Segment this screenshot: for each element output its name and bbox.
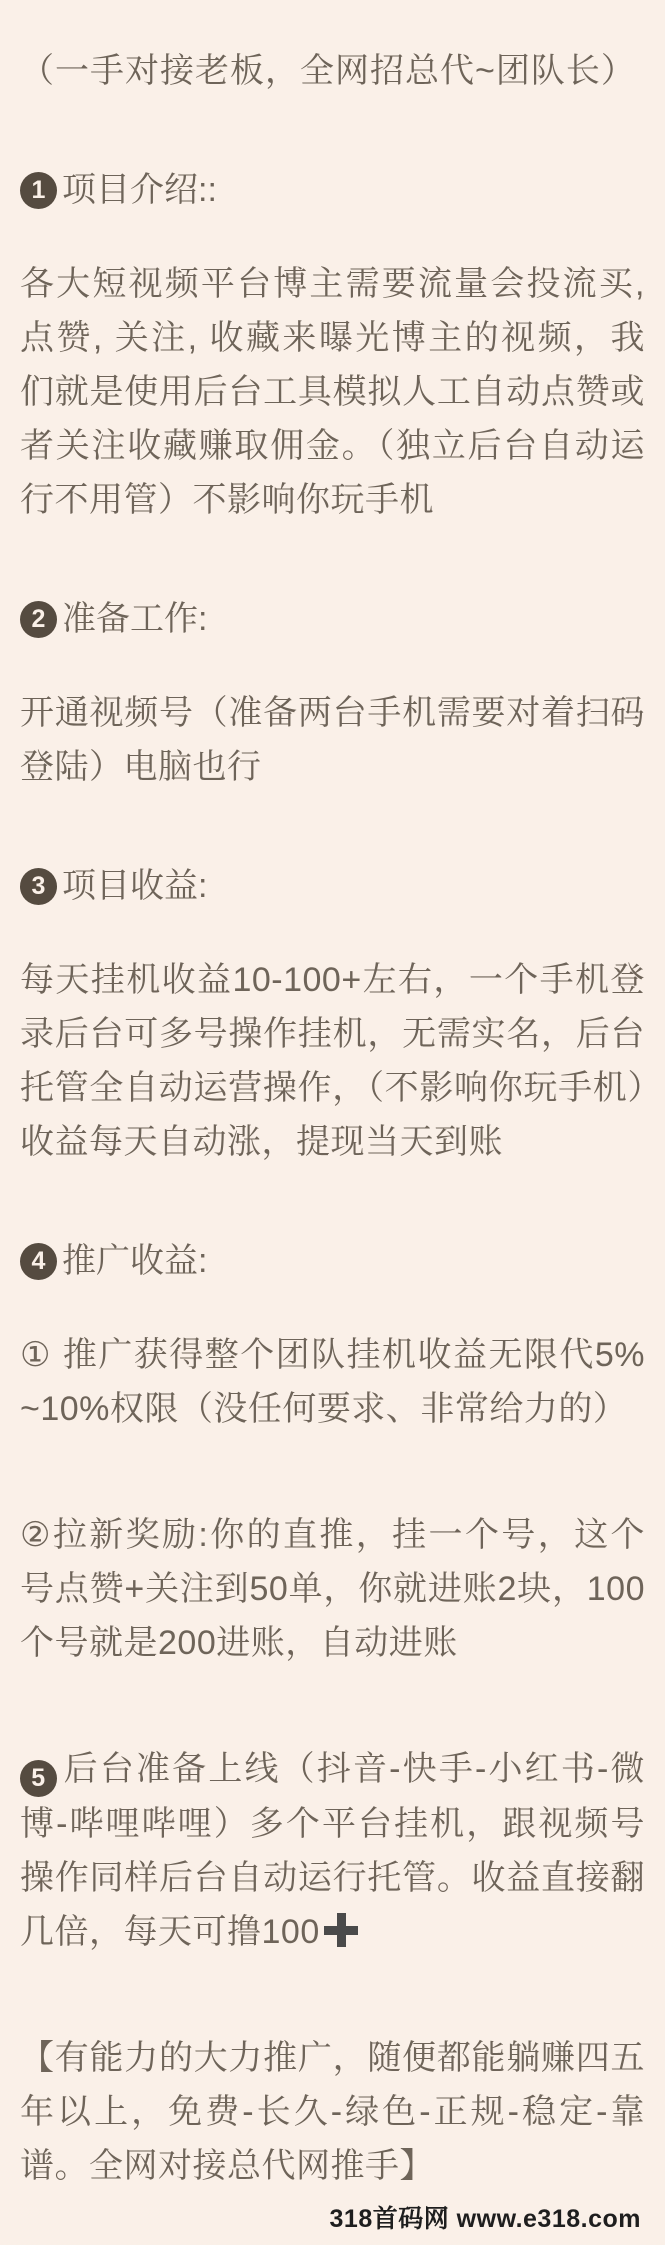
watermark: 318首码网 www.e318.com <box>329 2204 641 2233</box>
section-4-heading <box>20 1241 645 1281</box>
section-4-title: 推广收益: <box>62 1242 208 1280</box>
section-1-body: 各大短视频平台博主需要流量会投流买,点赞, 关注, 收藏来曝光博主的视频，我们就是使用后台工具模拟人工自动点赞或者关注收藏赚取佣金。（独立后台自动运行不用管）不影响你玩手机 <box>20 265 645 519</box>
section-3-title: 项目收益: <box>62 867 208 905</box>
section-3-body: 每天挂机收益10-100+左右，一个手机登录后台可多号操作挂机，无需实名，后台托管全自动运营操作，（不影响你玩手机）收益每天自动涨，提现当天到账 <box>20 961 645 1161</box>
section-3-heading <box>20 866 645 906</box>
section-1-title: 项目介绍:: <box>62 171 217 209</box>
numbered-bullet-2-icon: 2 <box>20 601 57 638</box>
promo-text-page <box>20 44 645 2235</box>
section-2-body: 开通视频号（准备两台手机需要对着扫码登陆）电脑也行 <box>20 694 645 786</box>
closing-statement: 【有能力的大力推广，随便都能躺赚四五年以上，免费-长久-绿色-正规-稳定-靠谱。全网对接总代网推手】 <box>20 2038 645 2185</box>
numbered-bullet-4-icon: 4 <box>20 1243 57 1280</box>
section-4-point-2: ②拉新奖励:你的直推，挂一个号，这个号点赞+关注到50单，你就进账2块，100个号就是200进账，自动进账 <box>20 1516 645 1662</box>
section-1-heading <box>20 170 645 210</box>
section-5-text: 后台准备上线（抖音-快手-小红书-微博-哔哩哔哩）多个平台挂机，跟视频号操作同样后台自动运行托管。收益直接翻几倍，每天可撸100 <box>20 1750 645 1951</box>
section-5-body <box>20 1742 645 1959</box>
section-2-title: 准备工作: <box>62 600 208 638</box>
section-2-heading <box>20 599 645 639</box>
heavy-plus-icon <box>324 1913 358 1947</box>
numbered-bullet-5-icon: 5 <box>20 1760 57 1797</box>
tagline: （一手对接老板，全网招总代~团队长） <box>20 52 636 90</box>
section-4-point-1: ① 推广获得整个团队挂机收益无限代5%~10%权限（没任何要求、非常给力的） <box>20 1336 645 1428</box>
numbered-bullet-3-icon: 3 <box>20 868 57 905</box>
numbered-bullet-1-icon: 1 <box>20 172 57 209</box>
